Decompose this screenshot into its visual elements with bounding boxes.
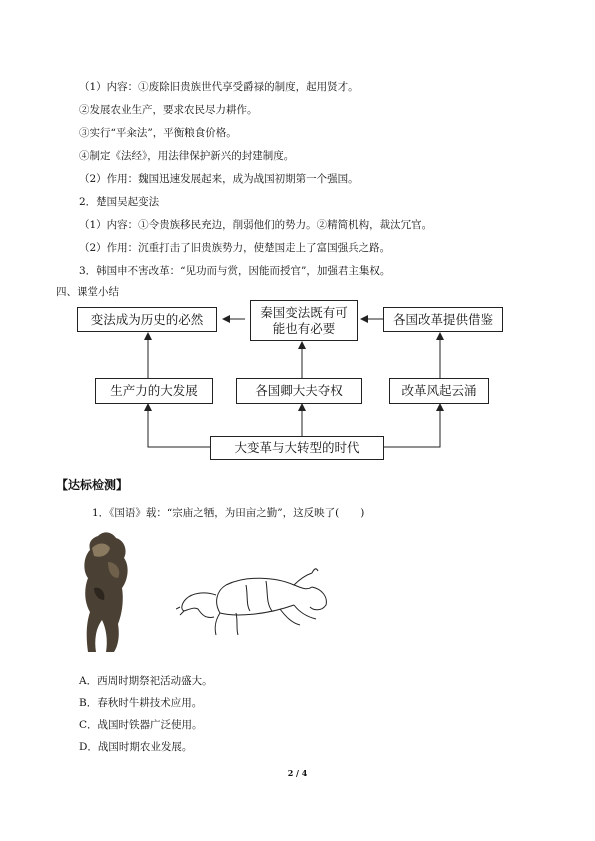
question-1: 1．《国语》载：“宗庙之牺，为田亩之勤”，这反映了( ) <box>92 507 365 519</box>
text-line-1: （1）内容：①废除旧贵族世代享受爵禄的制度，起用贤才。 <box>79 81 359 93</box>
section-4-title: 四、课堂小结 <box>56 286 119 298</box>
box-right-mid: 改革风起云涌 <box>389 378 489 404</box>
option-a: A．西周时期祭祀活动盛大。 <box>79 675 213 687</box>
text-line-5: （2）作用：魏国迅速发展起来，成为战国初期第一个强国。 <box>79 173 359 185</box>
option-b: B．春秋时牛耕技术应用。 <box>79 697 203 709</box>
box-center-mid: 各国卿大夫夺权 <box>236 378 362 404</box>
text-line-4: ④制定《法经》，用法律保护新兴的封建制度。 <box>79 150 295 162</box>
box-center-top: 秦国变法既有可能也有必要 <box>250 300 358 341</box>
text-line-7: （1）内容：①令贵族移民充边，削弱他们的势力。②精简机构，裁汰冗官。 <box>79 219 433 231</box>
option-d: D．战国时期农业发展。 <box>79 741 193 753</box>
text-line-9: 3．韩国申不害改革：“见功而与赏，因能而授官”，加强君主集权。 <box>79 265 391 277</box>
bronze-figure-image <box>78 528 134 654</box>
page-number: 2 / 4 <box>287 768 308 778</box>
test-section-title: 【达标检测】 <box>56 478 129 492</box>
box-bottom: 大变革与大转型的时代 <box>210 436 384 460</box>
option-c: C．战国时铁器广泛使用。 <box>79 719 203 731</box>
text-line-8: （2）作用：沉重打击了旧贵族势力，使楚国走上了富国强兵之路。 <box>79 242 391 254</box>
text-line-3: ③实行“平籴法”，平衡粮食价格。 <box>79 127 237 139</box>
box-left-top: 变法成为历史的必然 <box>77 307 217 332</box>
text-line-6: 2．楚国吴起变法 <box>79 196 160 208</box>
box-right-top: 各国改革提供借鉴 <box>383 307 503 332</box>
box-left-mid: 生产力的大发展 <box>95 378 213 404</box>
ox-drawing-image <box>176 565 336 645</box>
text-line-2: ②发展农业生产，要求农民尽力耕作。 <box>79 104 258 116</box>
